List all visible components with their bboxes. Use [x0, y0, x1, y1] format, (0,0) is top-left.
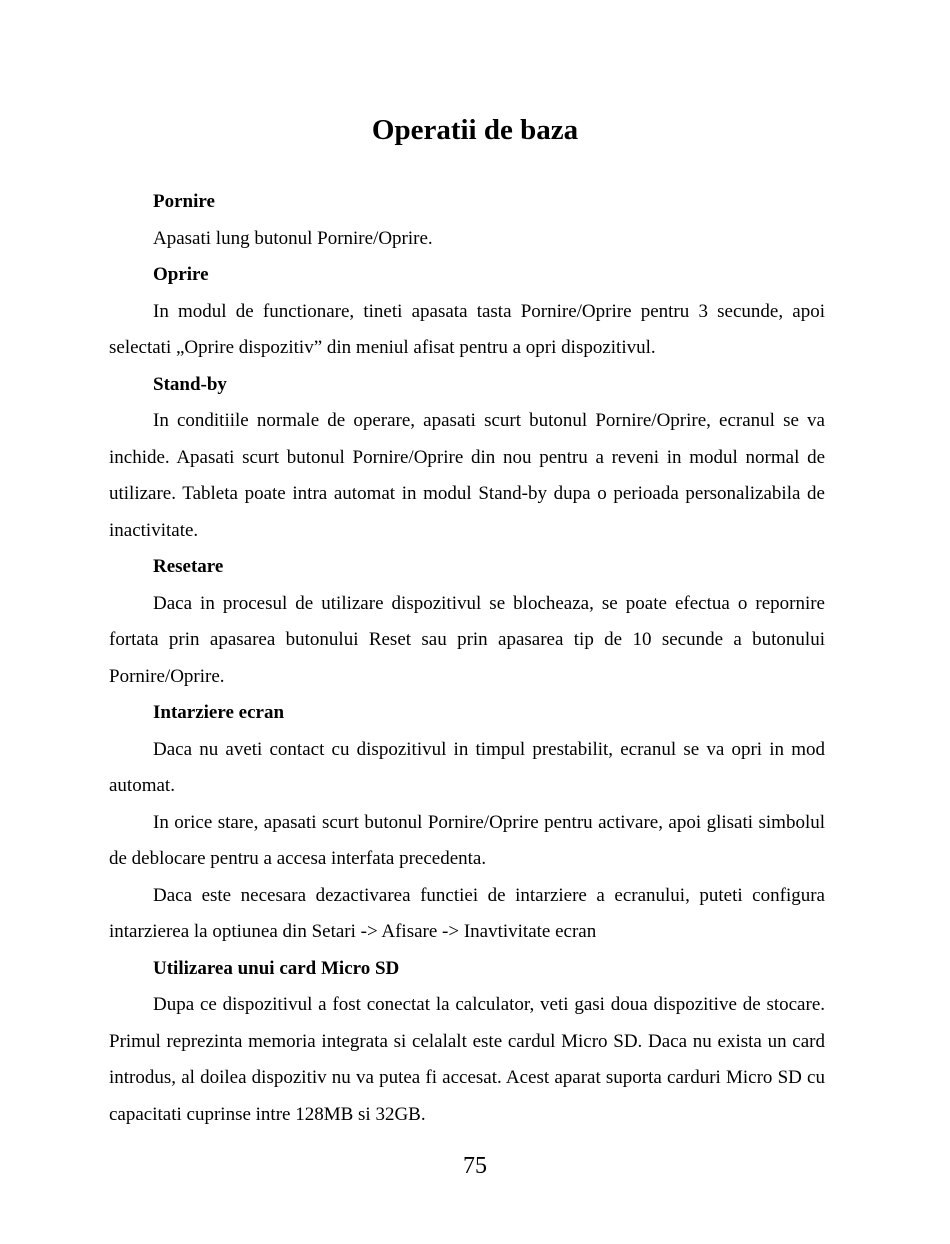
section-paragraph: Daca nu aveti contact cu dispozitivul in timpul prestabilit, ecranul se va opri in mod automat. — [109, 738, 825, 796]
section-paragraph: Dupa ce dispozitivul a fost conectat la calculator, veti gasi doua dispozitive de stocare. Primul reprezinta memoria integrata si celalalt este cardul Micro SD. Daca nu exista un card introdus, al doilea dispozitiv nu va putea fi accesat. Acest aparat suporta carduri Micro SD cu capacitati cuprinse intre 128MB si 32GB. — [109, 994, 825, 1125]
section-paragraph: Apasati lung butonul Pornire/Oprire. — [153, 227, 433, 249]
section-heading-pornire: Pornire — [153, 191, 215, 212]
page-number: 75 — [463, 1153, 487, 1179]
section-paragraph: In modul de functionare, tineti apasata tasta Pornire/Oprire pentru 3 secunde, apoi selectati „Oprire dispozitiv” din meniul afisat pentru a opri dispozitivul. — [109, 300, 825, 358]
section-heading-stand-by: Stand-by — [153, 373, 227, 395]
section-heading-oprire: Oprire — [153, 264, 209, 285]
page-title: Operatii de baza — [371, 114, 579, 146]
section-paragraph: Daca in procesul de utilizare dispozitivul se blocheaza, se poate efectua o repornire fortata prin apasarea butonului Reset sau prin apasarea tip de 10 secunde a butonului Pornire/Oprire. — [109, 592, 825, 687]
section-paragraph: Daca este necesara dezactivarea functiei de intarziere a ecranului, puteti configura intarzierea la optiunea din Setari -> Afisare -> Inavtivitate ecran — [109, 884, 825, 942]
section-heading-intarziere-ecran: Intarziere ecran — [153, 702, 285, 723]
page-content — [109, 184, 825, 1133]
section-heading-card-micro-sd: Utilizarea unui card Micro SD — [153, 957, 400, 979]
section-paragraph: In conditiile normale de operare, apasati scurt butonul Pornire/Oprire, ecranul se va inchide. Apasati scurt butonul Pornire/Oprire din nou pentru a reveni in modul normal de utilizare. Tableta poate intra automat in modul Stand-by dupa o perioada personalizabila de inactivitate. — [109, 410, 825, 541]
section-paragraph: In orice stare, apasati scurt butonul Pornire/Oprire pentru activare, apoi glisati simbolul de deblocare pentru a accesa interfata precedenta. — [109, 811, 825, 869]
section-heading-resetare: Resetare — [153, 556, 224, 577]
